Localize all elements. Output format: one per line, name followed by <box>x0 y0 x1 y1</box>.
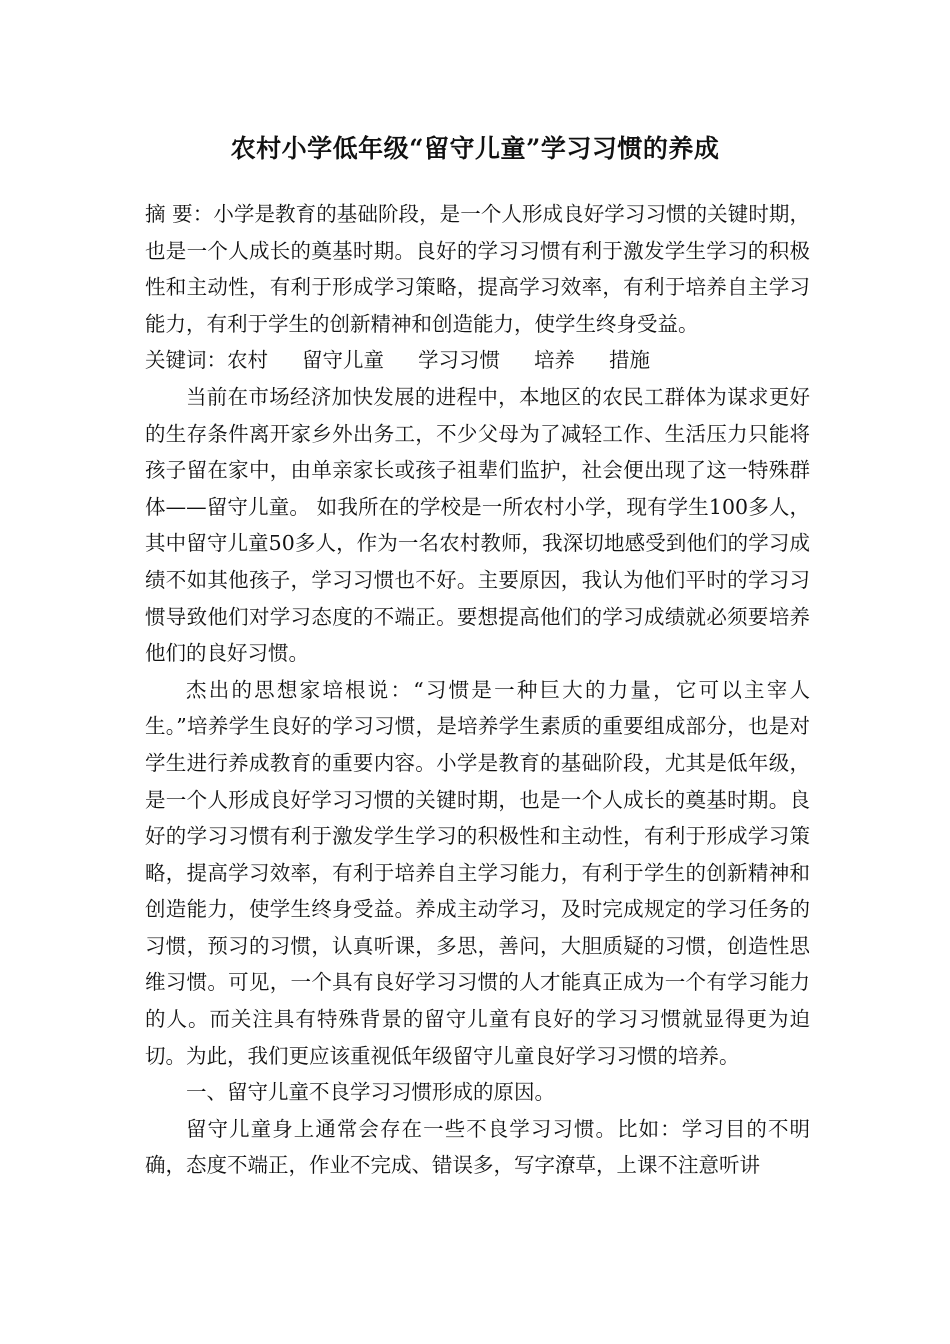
keyword: 学习习惯 <box>418 348 500 373</box>
keyword: 培养 <box>534 348 575 373</box>
keyword: 农村 <box>227 348 268 373</box>
abstract-label: 摘 要： <box>145 202 214 226</box>
document-body <box>145 196 810 1184</box>
keywords-label: 关键词： <box>145 348 227 373</box>
section-heading: 一、留守儿童不良学习习惯形成的原因。 <box>186 1080 555 1105</box>
body-paragraph: 杰出的思想家培根说：“习惯是一种巨大的力量，它可以主宰人生。”培养学生良好的学习习惯，是培养学生素质的重要组成部分，也是对学生进行养成教育的重要内容。小学是教育的基础阶段，尤其是低年级，是一个人形成良好学习习惯的关键时期，也是一个人成长的奠基时期。良好的学习习惯有利于激发学生学习的积极性和主动性，有利于形成学习策略，提高学习效率，有利于培养自主学习能力，有利于学生的创新精神和创造能力，使学生终身受益。养成主动学习，及时完成规定的学习任务的习惯，预习的习惯，认真听课，多思，善问，大胆质疑的习惯，创造性思维习惯。可见，一个具有良好学习习惯的人才能真正成为一个有学习能力的人。而关注具有特殊背景的留守儿童有良好的学习习惯就显得更为迫切。为此，我们更应该重视低年级留守儿童良好学习习惯的培养。 <box>145 677 810 1068</box>
keyword: 留守儿童 <box>302 348 384 373</box>
keyword: 措施 <box>609 348 650 373</box>
body-paragraph: 留守儿童身上通常会存在一些不良学习习惯。比如：学习目的不明确，态度不端正，作业不完成、错误多，写字潦草，上课不注意听讲 <box>145 1116 810 1178</box>
document-title: 农村小学低年级“留守儿童”学习习惯的养成 <box>230 134 720 163</box>
body-paragraph: 当前在市场经济加快发展的进程中，本地区的农民工群体为谋求更好的生存条件离开家乡外出务工，不少父母为了减轻工作、生活压力只能将孩子留在家中，由单亲家长或孩子祖辈们监护，社会便出现了这一特殊群体——留守儿童。 如我所在的学校是一所农村小学，现有学生100多人，其中留守儿童50多人，作为一名农村教师，我深切地感受到他们的学习成绩不如其他孩子，学习习惯也不好。主要原因，我认为他们平时的学习习惯导致他们对学习态度的不端正。要想提高他们的学习成绩就必须要培养他们的良好习惯。 <box>145 384 810 666</box>
keywords-line <box>145 342 810 379</box>
abstract <box>145 196 810 342</box>
abstract-text: 小学是教育的基础阶段，是一个人形成良好学习习惯的关键时期，也是一个人成长的奠基时期。良好的学习习惯有利于激发学生学习的积极性和主动性，有利于形成学习策略，提高学习效率，有利于培养自主学习能力，有利于学生的创新精神和创造能力，使学生终身受益。 <box>145 202 810 336</box>
